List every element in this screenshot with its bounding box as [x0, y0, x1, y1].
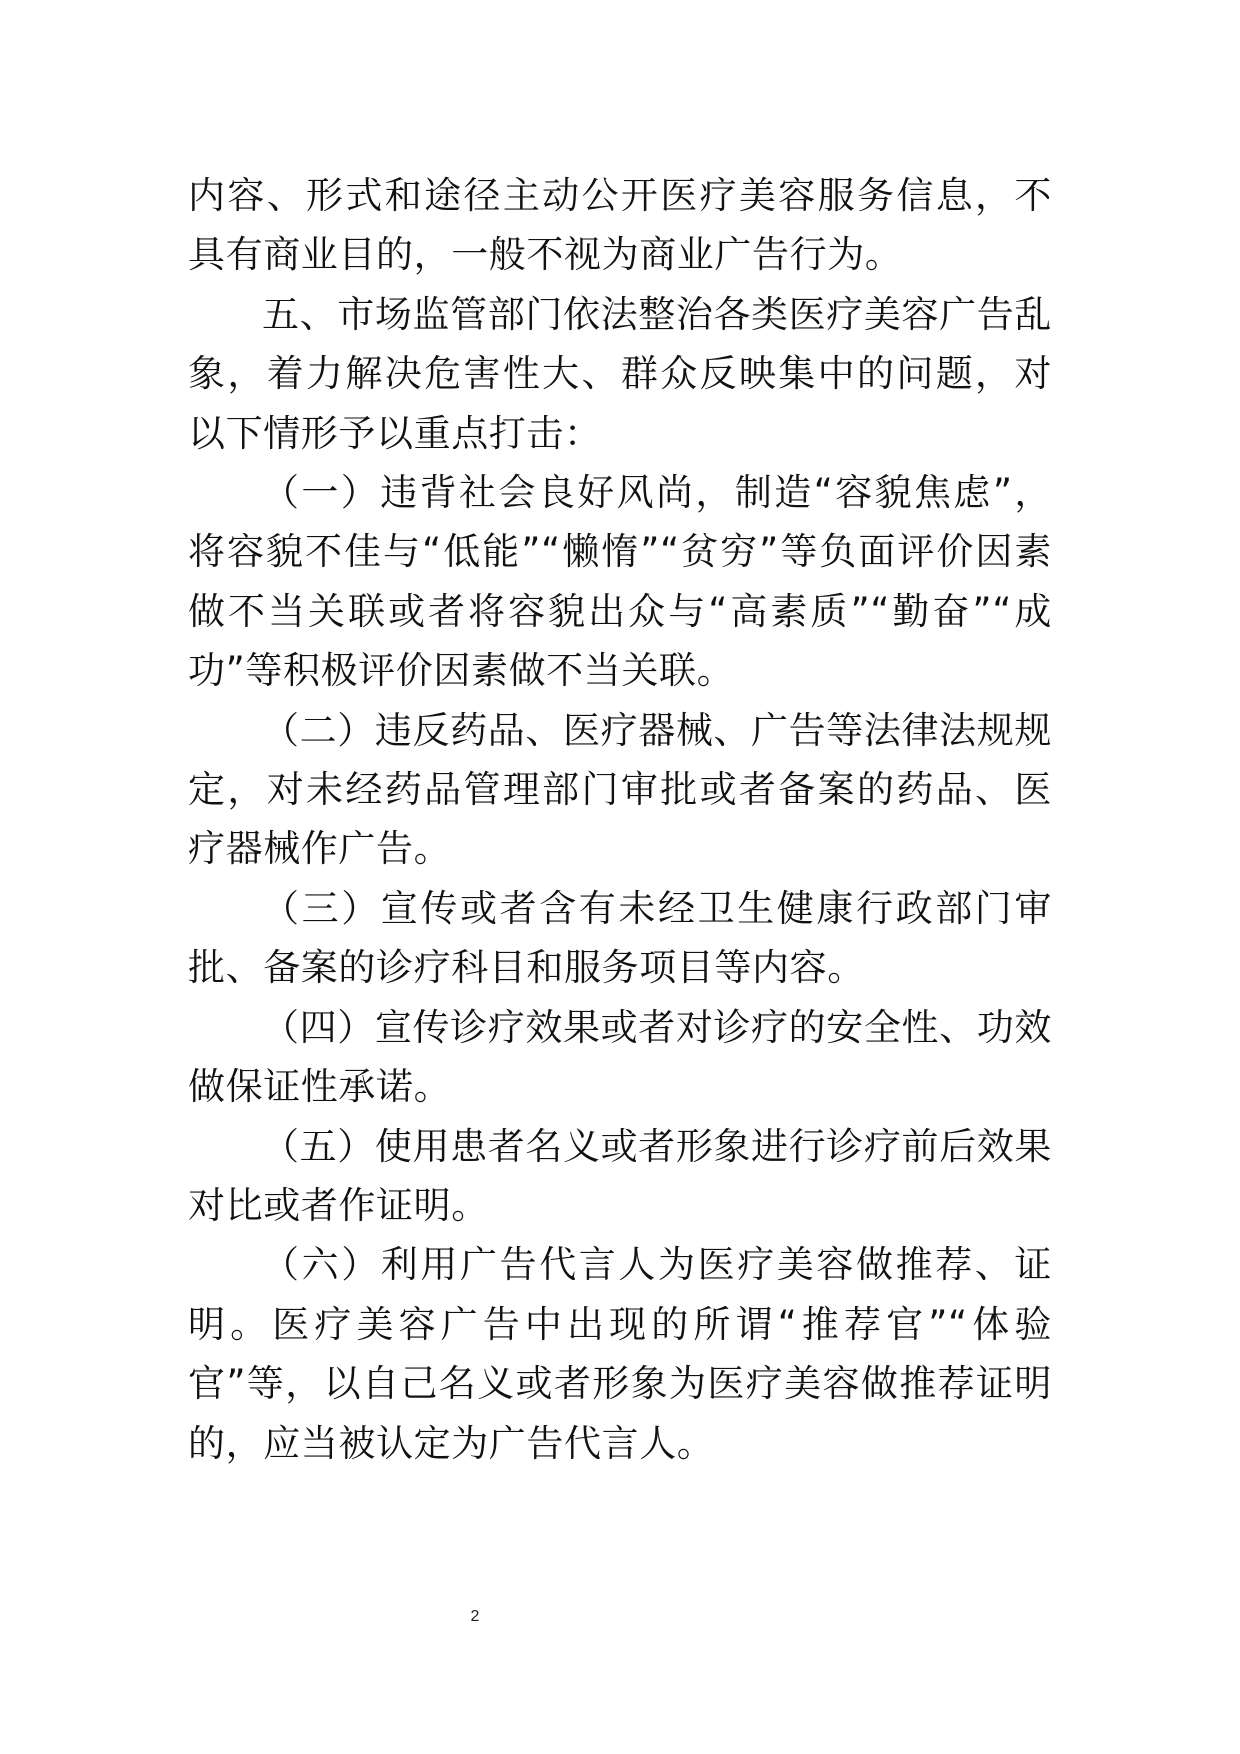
document-body	[188, 166, 1052, 1473]
paragraph-section-five: 五、市场监管部门依法整治各类医疗美容广告乱象，着力解决危害性大、群众反映集中的问题，对以下情形予以重点打击：	[188, 292, 1052, 455]
paragraph-item-four: （四）宣传诊疗效果或者对诊疗的安全性、功效做保证性承诺。	[188, 1005, 1052, 1109]
paragraph-item-three: （三）宣传或者含有未经卫生健康行政部门审批、备案的诊疗科目和服务项目等内容。	[188, 886, 1052, 990]
page-number: 2	[470, 1608, 480, 1625]
paragraph-item-two: （二）违反药品、医疗器械、广告等法律法规规定，对未经药品管理部门审批或者备案的药品、医疗器械作广告。	[188, 708, 1052, 871]
paragraph-item-five: （五）使用患者名义或者形象进行诊疗前后效果对比或者作证明。	[188, 1124, 1052, 1227]
paragraph-continuation: 内容、形式和途径主动公开医疗美容服务信息，不具有商业目的，一般不视为商业广告行为。	[188, 174, 1052, 277]
paragraph-item-six: （六）利用广告代言人为医疗美容做推荐、证明。医疗美容广告中出现的所谓“推荐官”“体验官”等，以自己名义或者形象为医疗美容做推荐证明的，应当被认定为广告代言人。	[188, 1243, 1052, 1465]
paragraph-item-one: （一）违背社会良好风尚，制造“容貌焦虑”，将容貌不佳与“低能”“懒惰”“贫穷”等负面评价因素做不当关联或者将容貌出众与“高素质”“勤奋”“成功”等积极评价因素做不当关联。	[188, 471, 1052, 693]
